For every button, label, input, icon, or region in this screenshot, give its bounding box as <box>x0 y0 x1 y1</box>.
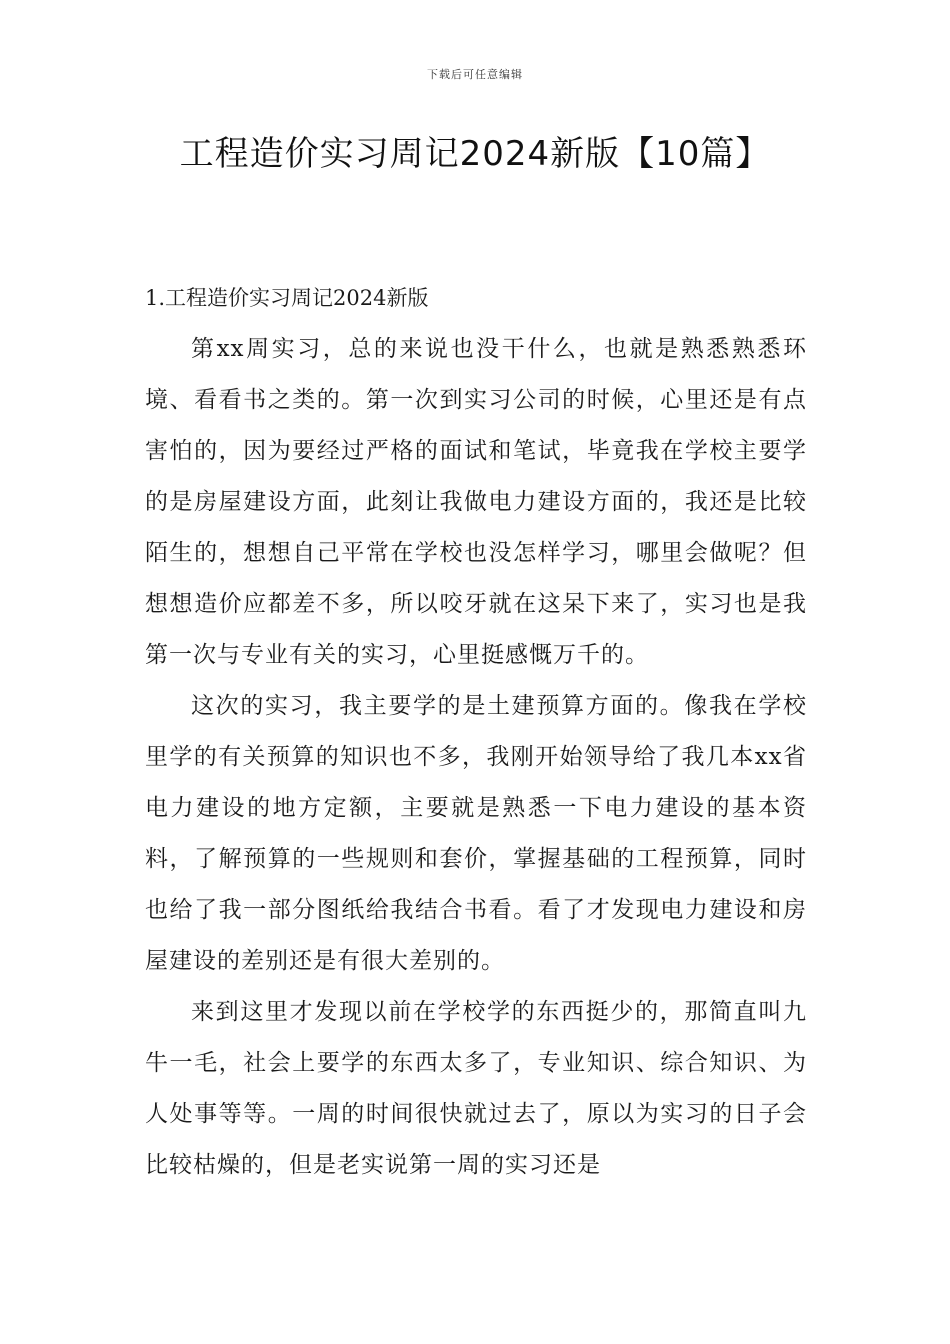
document-body <box>145 272 807 1191</box>
paragraph-1: 第xx周实习，总的来说也没干什么，也就是熟悉熟悉环境、看看书之类的。第一次到实习公司的时候，心里还是有点害怕的，因为要经过严格的面试和笔试，毕竟我在学校主要学的是房屋建设方面，此刻让我做电力建设方面的，我还是比较陌生的，想想自己平常在学校也没怎样学习，哪里会做呢？但想想造价应都差不多，所以咬牙就在这呆下来了，实习也是我第一次与专业有关的实习，心里挺感慨万千的。 <box>145 336 807 668</box>
section-heading: 1.工程造价实习周记2024新版 <box>145 286 429 310</box>
paragraph-3: 来到这里才发现以前在学校学的东西挺少的，那简直叫九牛一毛，社会上要学的东西太多了，专业知识、综合知识、为人处事等等。一周的时间很快就过去了，原以为实习的日子会比较枯燥的，但是老实说第一周的实习还是 <box>145 999 807 1178</box>
header-note: 下载后可任意编辑 <box>427 68 523 81</box>
document-title: 工程造价实习周记2024新版【10篇】 <box>179 134 771 174</box>
paragraph-2: 这次的实习，我主要学的是土建预算方面的。像我在学校里学的有关预算的知识也不多，我刚开始领导给了我几本xx省电力建设的地方定额，主要就是熟悉一下电力建设的基本资料，了解预算的一些规则和套价，掌握基础的工程预算，同时也给了我一部分图纸给我结合书看。看了才发现电力建设和房屋建设的差别还是有很大差别的。 <box>145 693 807 974</box>
